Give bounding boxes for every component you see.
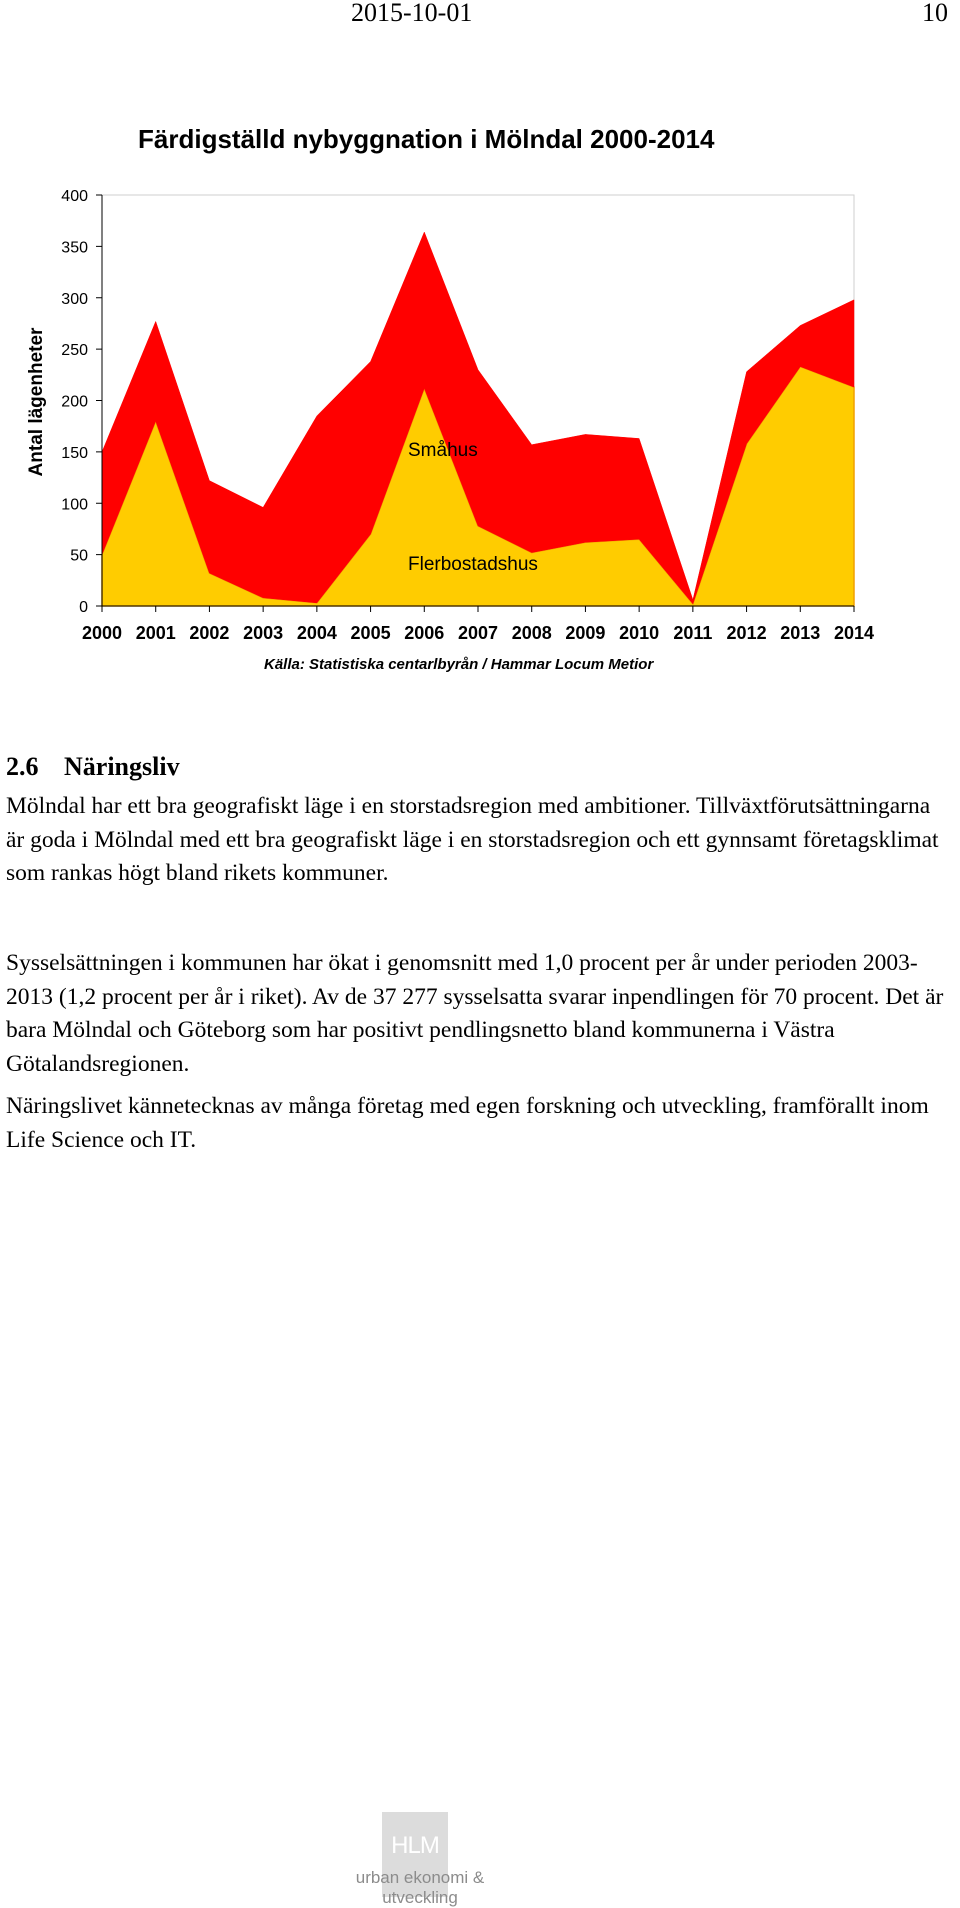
x-tick-label-2009: 2009 bbox=[565, 623, 605, 643]
paragraph-1: Mölndal har ett bra geografiskt läge i en storstadsregion med ambitioner. Tillväxtförutsättningarna är goda i Mölndal med ett bra geografiskt läge i en storstadsregion och ett gynnsamt företagsklimat som rankas högt bland rikets kommuner. bbox=[6, 790, 950, 891]
x-tick-label-2006: 2006 bbox=[404, 623, 444, 643]
series-label-sm-hus: Småhus bbox=[408, 440, 478, 461]
y-tick-label-100: 100 bbox=[61, 496, 88, 513]
y-axis bbox=[61, 188, 102, 616]
x-tick-label-2011: 2011 bbox=[673, 623, 712, 643]
section-title: Näringsliv bbox=[64, 752, 180, 781]
x-tick-label-2004: 2004 bbox=[297, 623, 337, 643]
section-number: 2.6 bbox=[6, 752, 64, 782]
x-tick-label-2007: 2007 bbox=[458, 623, 498, 643]
chart-title: Färdigställd nybyggnation i Mölndal 2000-2014 bbox=[138, 124, 715, 154]
x-tick-label-2010: 2010 bbox=[619, 623, 659, 643]
y-axis-label: Antal lägenheter bbox=[26, 327, 47, 476]
hlm-logo bbox=[320, 1812, 520, 1897]
x-tick-label-2005: 2005 bbox=[351, 623, 391, 643]
y-tick-label-250: 250 bbox=[61, 342, 88, 359]
logo-tagline: urban ekonomi & utveckling bbox=[320, 1868, 520, 1908]
x-tick-label-2003: 2003 bbox=[243, 623, 283, 643]
y-tick-label-50: 50 bbox=[70, 548, 88, 565]
paragraph-3: Näringslivet kännetecknas av många företag med egen forskning och utveckling, framförallt inom Life Science och IT. bbox=[6, 1090, 950, 1157]
section-heading bbox=[6, 752, 180, 782]
x-tick-label-2000: 2000 bbox=[82, 623, 122, 643]
chart bbox=[0, 110, 960, 685]
y-tick-label-150: 150 bbox=[61, 445, 88, 462]
x-tick-label-2008: 2008 bbox=[512, 623, 552, 643]
logo-mark: HLM bbox=[382, 1832, 448, 1860]
y-tick-label-400: 400 bbox=[61, 188, 88, 205]
y-tick-label-300: 300 bbox=[61, 291, 88, 308]
paragraph-2: Sysselsättningen i kommunen har ökat i genomsnitt med 1,0 procent per år under perioden 2003-2013 (1,2 procent per år i riket). Av de 37 277 sysselsatta svarar inpendlingen för 70 procent. Det är bara Mölndal och Göteborg som har positivt pendlingsnetto bland kommunerna i Västra Götalandsregionen. bbox=[6, 947, 950, 1081]
x-tick-label-2014: 2014 bbox=[834, 623, 874, 643]
plot-areas bbox=[102, 195, 854, 606]
header-date: 2015-10-01 bbox=[351, 0, 472, 28]
x-tick-label-2013: 2013 bbox=[780, 623, 820, 643]
page-number: 10 bbox=[922, 0, 948, 28]
y-tick-label-200: 200 bbox=[61, 394, 88, 411]
x-tick-label-2001: 2001 bbox=[136, 623, 176, 643]
x-tick-label-2012: 2012 bbox=[727, 623, 767, 643]
chart-source: Källa: Statistiska centarlbyrån / Hammar Locum Metior bbox=[264, 656, 654, 673]
x-tick-label-2002: 2002 bbox=[189, 623, 229, 643]
y-tick-label-350: 350 bbox=[61, 239, 88, 256]
x-axis bbox=[82, 606, 874, 643]
series-label-flerbostadshus: Flerbostadshus bbox=[408, 554, 538, 575]
y-tick-label-0: 0 bbox=[79, 599, 88, 616]
